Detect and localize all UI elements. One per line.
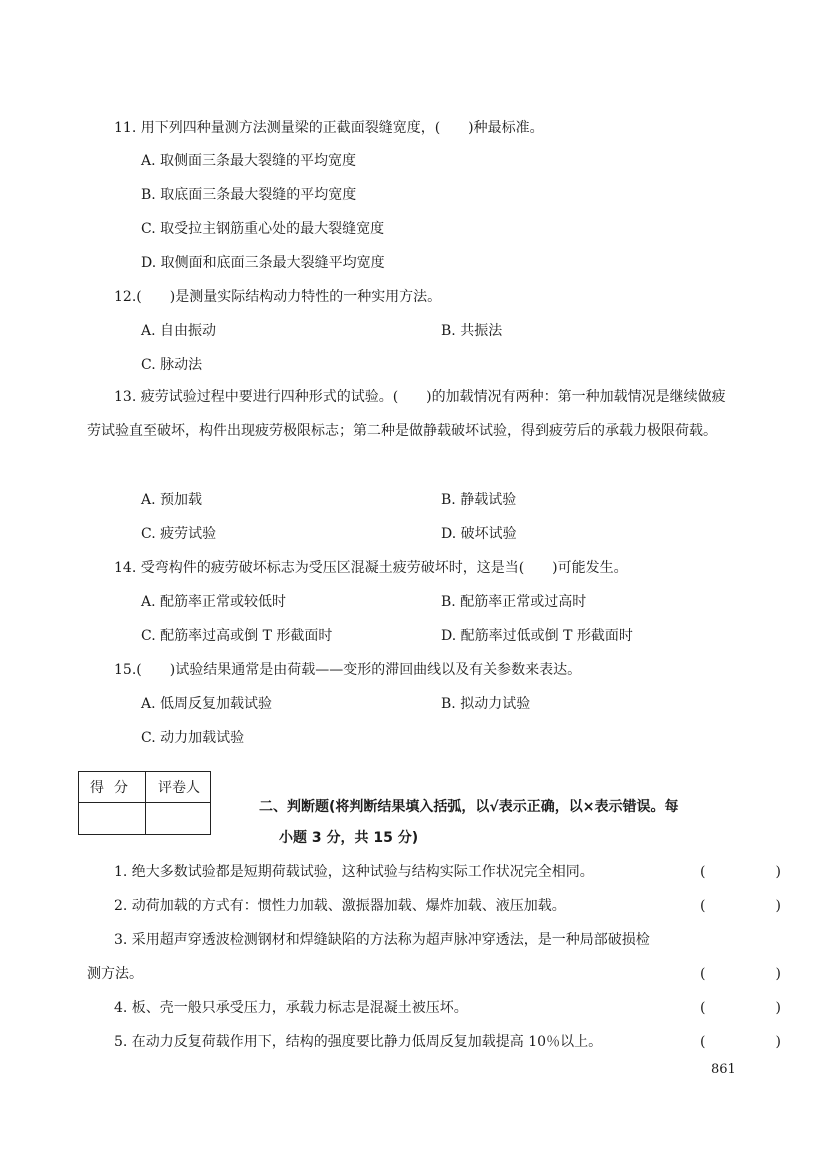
question-15-option-b: B. 拟动力试验 (441, 696, 531, 712)
question-15-option-a: A. 低周反复加载试验 (141, 696, 273, 712)
section-2-title-line-1: 二、判断题(将判断结果填入括弧，以√表示正确，以×表示错误。每 (259, 799, 679, 815)
question-11-option-a: A. 取侧面三条最大裂缝的平均宽度 (141, 153, 357, 169)
question-13-option-c: C. 疲劳试验 (141, 526, 217, 542)
section-2-title-line-2: 小题 3 分，共 15 分) (279, 830, 419, 846)
question-11-option-c: C. 取受拉主钢筋重心处的最大裂缝宽度 (141, 221, 385, 237)
score-label: 得分 (90, 780, 138, 796)
judgement-item-2: 2. 动荷加载的方式有：惯性力加载、激振器加载、爆炸加载、液压加载。 (114, 898, 566, 914)
judgement-item-4: 4. 板、壳一般只承受压力，承载力标志是混凝土被压坏。 (114, 1000, 468, 1016)
judgement-item-3-answer-parens[interactable]: ( ) (700, 966, 809, 982)
judgement-item-1: 1. 绝大多数试验都是短期荷载试验，这种试验与结构实际工作状况完全相同。 (114, 864, 594, 880)
question-15-stem: 15.( )试验结果通常是由荷载——变形的滞回曲线以及有关参数来表达。 (114, 662, 582, 678)
question-11-option-d: D. 取侧面和底面三条最大裂缝平均宽度 (141, 255, 385, 271)
page-number: 861 (711, 1062, 736, 1077)
question-12-option-c: C. 脉动法 (141, 357, 203, 373)
judgement-item-4-answer-parens[interactable]: ( ) (700, 1000, 809, 1016)
question-11-stem: 11. 用下列四种量测方法测量梁的正截面裂缝宽度，( )种最标准。 (114, 120, 544, 136)
judgement-item-2-answer-parens[interactable]: ( ) (700, 898, 809, 914)
question-15-option-c: C. 动力加载试验 (141, 730, 245, 746)
judgement-item-3-line-1: 3. 采用超声穿透波检测钢材和焊缝缺陷的方法称为超声脉冲穿透法，是一种局部破损检 (114, 932, 650, 948)
question-14-option-c: C. 配筋率过高或倒 T 形截面时 (141, 628, 333, 644)
judgement-item-3-line-2: 测方法。 (87, 966, 143, 982)
question-14-option-a: A. 配筋率正常或较低时 (141, 594, 287, 610)
question-11-option-b: B. 取底面三条最大裂缝的平均宽度 (141, 187, 357, 203)
question-14-option-d: D. 配筋率过低或倒 T 形截面时 (441, 628, 633, 644)
question-12-option-a: A. 自由振动 (141, 323, 217, 339)
judgement-item-1-answer-parens[interactable]: ( ) (700, 864, 809, 880)
question-12-stem: 12.( )是测量实际结构动力特性的一种实用方法。 (114, 289, 442, 305)
question-13-option-b: B. 静载试验 (441, 492, 517, 508)
judgement-item-5: 5. 在动力反复荷载作用下，结构的强度要比静力低周反复加载提高 10％以上。 (114, 1034, 603, 1050)
score-table (78, 771, 211, 835)
question-14-option-b: B. 配筋率正常或过高时 (441, 594, 587, 610)
question-13-stem: 13. 疲劳试验过程中要进行四种形式的试验。( )的加载情况有两种：第一种加载情况是继续做疲劳试验直至破坏，构件出现疲劳极限标志；第二种是做静载破坏试验，得到疲劳后的承载力极限荷载。 (87, 389, 726, 439)
judgement-item-5-answer-parens[interactable]: ( ) (700, 1034, 809, 1050)
question-13-option-d: D. 破坏试验 (441, 526, 517, 542)
question-14-stem: 14. 受弯构件的疲劳破坏标志为受压区混凝土疲劳破坏时，这是当( )可能发生。 (114, 560, 628, 576)
question-13-option-a: A. 预加载 (141, 492, 203, 508)
grader-label: 评卷人 (158, 780, 200, 796)
score-table-divider (145, 772, 146, 834)
question-12-option-b: B. 共振法 (441, 323, 503, 339)
